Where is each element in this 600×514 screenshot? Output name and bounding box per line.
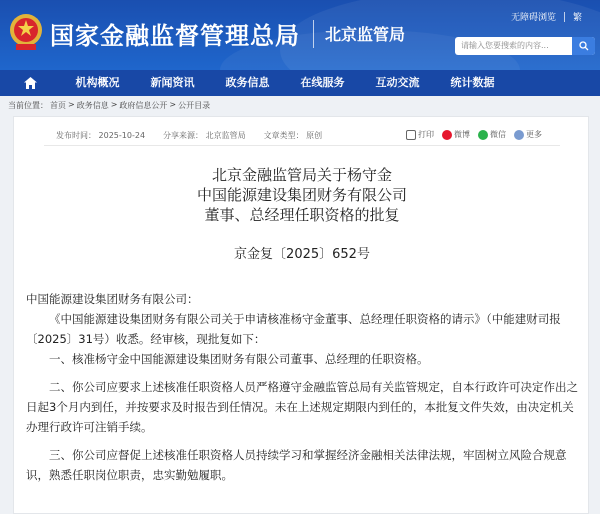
print-button[interactable]: [406, 129, 434, 140]
share-bar: [406, 129, 542, 140]
doc-title-line-1: 北京金融监管局关于杨守金: [211, 166, 392, 184]
paragraph-intro: 《中国能源建设集团财务有限公司关于申请核准杨守金董事、总经理任职资格的请示》（中能建财司报〔2025〕31号）收悉。经审核，现批复如下：: [26, 312, 561, 346]
nav-item-interaction[interactable]: 互动交流: [375, 76, 420, 89]
agency-title[interactable]: 国家金融监督管理总局: [50, 22, 300, 50]
publish-time: 发布时间： 2025-10-24: [56, 131, 146, 140]
doc-number: 京金复〔2025〕652号: [234, 247, 370, 262]
breadcrumb-separator: >: [169, 100, 177, 109]
nav-item-about[interactable]: 机构概况: [75, 76, 120, 89]
national-emblem-icon[interactable]: [8, 12, 44, 52]
main-nav: [0, 70, 600, 96]
breadcrumb-disclosure[interactable]: 政府信息公开: [119, 101, 168, 110]
paragraph-3: 三、你公司应督促上述核准任职资格人员持续学习和掌握经济金融相关法律法规，牢固树立风险合规意识，熟悉任职岗位职责，忠实勤勉履职。: [26, 448, 567, 482]
accessibility-link[interactable]: 无障碍浏览: [510, 13, 556, 23]
article-type: 文章类型： 原创: [263, 131, 323, 140]
search-input[interactable]: 请输入您要搜索的内容...: [455, 37, 595, 55]
paragraph-1: 一、核准杨守金中国能源建设集团财务有限公司董事、总经理的任职资格。: [49, 352, 429, 366]
nav-item-news[interactable]: 新闻资讯: [150, 76, 195, 89]
article-source: 分享来源： 北京监管局: [163, 131, 246, 140]
weibo-icon: [442, 130, 452, 140]
branch-title[interactable]: 北京监管局: [325, 25, 406, 44]
breadcrumb-prefix: 当前位置：: [8, 101, 48, 110]
doc-title-line-2: 中国能源建设集团财务有限公司: [196, 186, 407, 204]
paragraph-2: 二、你公司应要求上述核准任职资格人员严格遵守金融监管总局有关监管规定，自本行政许可决定作出之日起3个月内到任，并按要求及时报告到任情况。未在上述规定期限内到任的，本批复文件失效，由决定机关办理行政许可注销手续。: [26, 380, 578, 434]
breadcrumb-government-info[interactable]: 政务信息: [76, 101, 109, 110]
print-label: 打印: [418, 130, 434, 139]
more-label: 更多: [526, 130, 542, 139]
more-button[interactable]: [514, 129, 542, 140]
nav-home[interactable]: [0, 70, 60, 96]
nav-item-government-info[interactable]: 政务信息: [225, 76, 270, 89]
breadcrumb-catalog[interactable]: 公开目录: [178, 101, 211, 110]
wechat-label: 微信: [490, 130, 506, 139]
breadcrumb: [8, 100, 210, 111]
home-icon: [24, 77, 37, 89]
wechat-icon: [478, 130, 488, 140]
title-divider: [313, 20, 314, 48]
print-icon: [406, 130, 416, 140]
top-links: [511, 10, 582, 23]
weibo-label: 微博: [454, 130, 470, 139]
meta-divider: [44, 145, 560, 146]
search-icon: [579, 41, 589, 51]
weibo-button[interactable]: [442, 129, 470, 140]
site-header: [0, 0, 600, 70]
addressee: 中国能源建设集团财务有限公司：: [26, 292, 199, 306]
nav-item-statistics[interactable]: 统计数据: [450, 76, 495, 89]
wechat-button[interactable]: [478, 129, 506, 140]
article-panel: [13, 116, 589, 514]
doc-title-line-3: 董事、总经理任职资格的批复: [204, 206, 400, 224]
breadcrumb-separator: >: [68, 100, 75, 109]
search-button[interactable]: [572, 37, 595, 55]
article-meta: [56, 130, 322, 141]
breadcrumb-separator: >: [110, 100, 118, 109]
more-icon: [514, 130, 524, 140]
traditional-chinese-link[interactable]: 繁: [572, 13, 582, 23]
link-separator: [564, 12, 565, 22]
breadcrumb-home[interactable]: 首页: [50, 101, 66, 110]
nav-item-online-services[interactable]: 在线服务: [300, 76, 345, 89]
